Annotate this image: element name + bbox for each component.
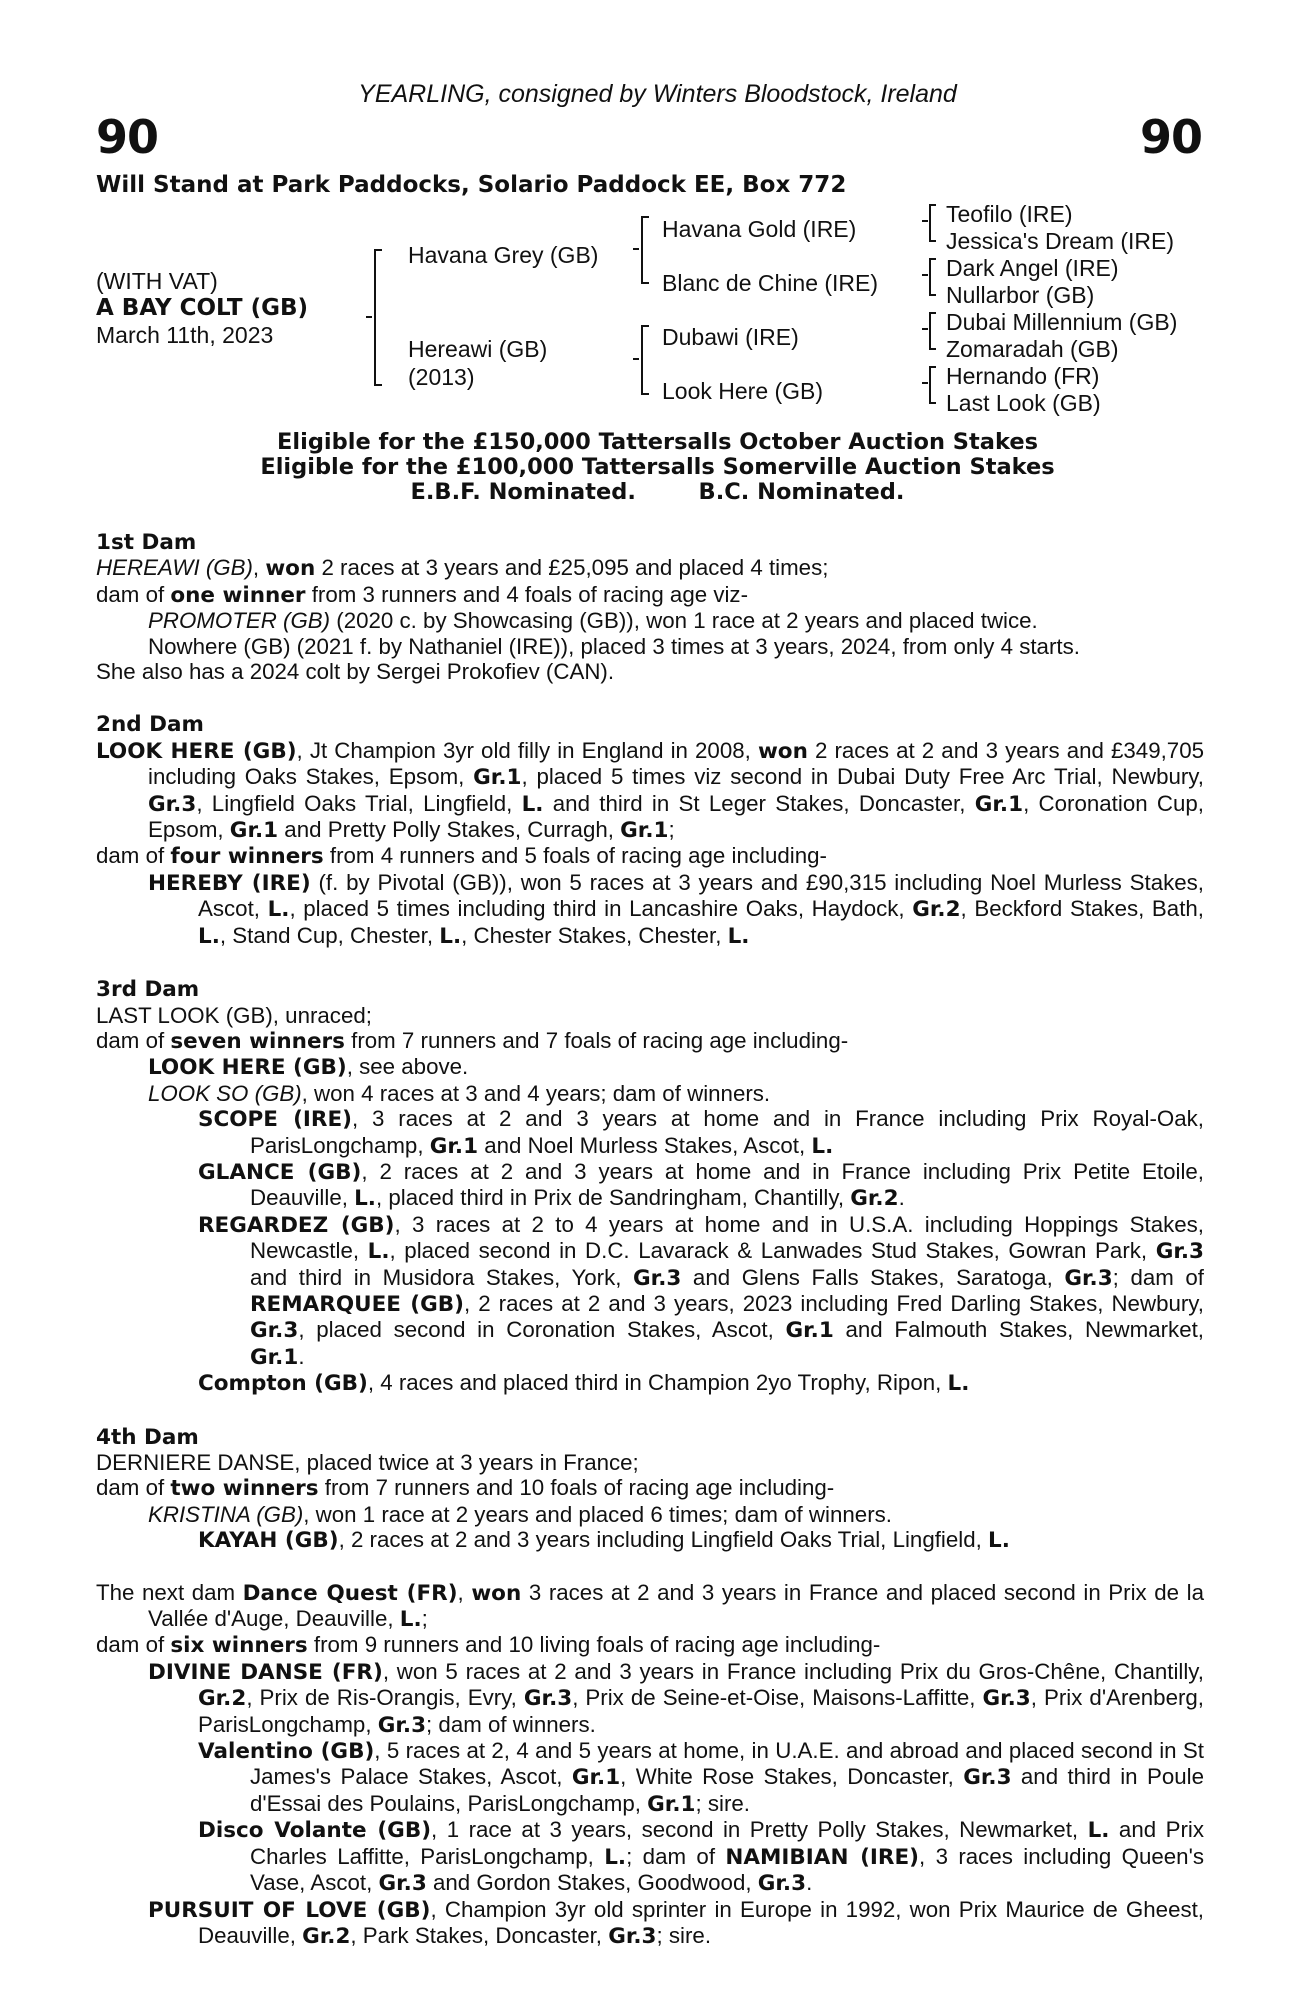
text: from 7 runners and 7 foals of racing age including-: [344, 1027, 849, 1053]
grade: Gr.2: [302, 1923, 351, 1949]
brace-main: [374, 249, 382, 386]
pedigree-sire-dam: Blanc de Chine (IRE): [662, 270, 879, 296]
brace-dd: [929, 366, 936, 404]
text-bold: won: [757, 738, 808, 764]
horse-name: LOOK HERE (GB): [96, 738, 297, 764]
grade: Gr.3: [523, 1686, 573, 1712]
text: dam of: [96, 843, 171, 869]
text: dam of: [96, 1027, 171, 1053]
grade: L.: [439, 923, 462, 949]
first-dam-produce: [96, 582, 1204, 608]
grade: L.: [1087, 1818, 1110, 1844]
lot-number-right: 90: [1139, 110, 1202, 164]
text: , 2 races at 2 and 3 years including Lingfield Oaks Trial, Lingfield,: [338, 1527, 989, 1553]
grade: Gr.1: [250, 1344, 299, 1370]
section-heading-second-dam: 2nd Dam: [96, 712, 204, 738]
next-dam-produce: [96, 1632, 1204, 1658]
brace-dd-point: [922, 382, 928, 384]
text: and Noel Murless Stakes, Ascot,: [478, 1132, 812, 1158]
catalogue-subtitle: YEARLING, consigned by Winters Bloodstock, Ireland: [358, 80, 957, 108]
text: , won 1 race at 2 years and placed 6 times; dam of winners.: [303, 1501, 892, 1527]
text: .: [298, 1343, 305, 1369]
pedigree-dam-year: (2013): [408, 364, 475, 390]
horse-name: LOOK SO (GB): [148, 1080, 302, 1106]
text: , White Rose Stakes, Doncaster,: [620, 1764, 964, 1790]
text: 2 races at 2 and 3 years and £349,705 including Oaks Stakes, Epsom,: [148, 737, 1204, 790]
horse-name: Valentino (GB): [198, 1739, 375, 1765]
grade: Gr.3: [1064, 1265, 1113, 1291]
grade: Gr.1: [429, 1133, 479, 1159]
text: , 3 races at 2 and 3 years at home and in France including Prix Royal-Oak, ParisLongchamp,: [250, 1106, 1204, 1158]
produce-entry: [96, 1106, 1204, 1159]
text: , placed second in D.C. Lavarack & Lanwades Stud Stakes, Gowran Park,: [389, 1238, 1156, 1264]
produce-entry: [96, 1738, 1204, 1817]
grade: Gr.3: [757, 1871, 807, 1897]
text: , placed 5 times viz second in Dubai Duty Free Arc Trial, Newbury,: [521, 764, 1204, 790]
grade: L.: [521, 791, 544, 817]
text: , Prix d'Arenberg, ParisLongchamp,: [198, 1685, 1204, 1737]
grade: Gr.1: [620, 818, 669, 844]
brace-ds: [929, 312, 936, 350]
text: 2 races at 3 years and £25,095 and placed 4 times;: [315, 555, 829, 581]
text: and third in Musidora Stakes, York,: [250, 1264, 634, 1290]
text-bold: one winner: [170, 582, 306, 608]
text: , 2 races at 2 and 3 years, 2023 including Fred Darling Stakes, Newbury,: [463, 1290, 1204, 1316]
grade: L.: [604, 1844, 627, 1870]
text: ;: [421, 1606, 428, 1632]
brace-ss-point: [922, 220, 928, 222]
horse-name: GLANCE (GB): [198, 1159, 362, 1185]
text: , Lingfield Oaks Trial, Lingfield,: [196, 790, 522, 816]
text: (f. by Pivotal (GB)), won 5 races at 3 years and £90,315 including Noel Murless Stakes, Ascot,: [198, 869, 1204, 922]
text: , Beckford Stakes, Bath,: [960, 896, 1204, 922]
brace-dam: [641, 325, 649, 395]
dam-name: HEREAWI (GB): [96, 555, 253, 581]
pedigree-dss: Dubai Millennium (GB): [946, 309, 1178, 335]
grade: L.: [399, 1607, 422, 1633]
grade: Gr.1: [647, 1791, 696, 1817]
text: ; dam of winners.: [426, 1711, 596, 1737]
eligibility-block: [0, 430, 1315, 505]
text: and Pretty Polly Stakes, Curragh,: [278, 817, 621, 843]
text: ; dam of: [1112, 1264, 1204, 1290]
text: and third in St Leger Stakes, Doncaster,: [543, 790, 975, 816]
text: dam of: [96, 1632, 171, 1658]
nominations: E.B.F. Nominated. B.C. Nominated.: [410, 479, 905, 505]
text: , 4 races and placed third in Champion 2yo Trophy, Ripon,: [367, 1370, 948, 1396]
pedigree-ssd: Jessica's Dream (IRE): [946, 228, 1175, 254]
horse-name: PROMOTER (GB): [148, 608, 331, 634]
eligibility-somerville: Eligible for the £100,000 Tattersalls Somerville Auction Stakes: [260, 454, 1055, 480]
text: ; sire.: [695, 1790, 750, 1816]
text-bold: won: [471, 1580, 522, 1606]
produce-entry: [96, 870, 1204, 949]
grade: L.: [988, 1528, 1010, 1554]
text-bold: two winners: [170, 1476, 319, 1502]
horse-name: KAYAH (GB): [198, 1528, 339, 1554]
text: ;: [668, 817, 675, 843]
grade: Gr.3: [250, 1318, 299, 1344]
first-dam-record: [96, 555, 1204, 581]
lot-number-left: 90: [96, 110, 159, 164]
brace-sd: [929, 258, 936, 296]
text: ,: [252, 555, 266, 581]
pedigree-sds: Dark Angel (IRE): [946, 255, 1119, 281]
produce-entry: [96, 1897, 1204, 1950]
text: , Champion 3yr old sprinter in Europe in 1992, won Prix Maurice de Gheest, Deauville,: [198, 1896, 1205, 1948]
brace-dam-point: [633, 358, 639, 360]
text: , Stand Cup, Chester,: [219, 922, 440, 948]
horse-name: NAMIBIAN (IRE): [725, 1844, 919, 1870]
text: , 2 races at 2 and 3 years at home and in France including Prix Petite Etoile, Deauville,: [250, 1158, 1204, 1211]
spacer: [96, 1554, 1204, 1580]
pedigree-dam-dam: Look Here (GB): [662, 378, 824, 404]
text: from 9 runners and 10 living foals of racing age including-: [307, 1632, 881, 1658]
text: , Chester Stakes, Chester,: [461, 922, 728, 948]
text: (2020 c. by Showcasing (GB)), won 1 race at 2 years and placed twice.: [330, 608, 1038, 634]
pedigree-dsd: Zomaradah (GB): [946, 336, 1119, 362]
grade: Gr.3: [963, 1765, 1012, 1791]
text: , Park Stakes, Doncaster,: [350, 1922, 609, 1948]
text-bold: six winners: [170, 1633, 308, 1659]
lot-info: [96, 268, 308, 349]
grade: Gr.2: [912, 897, 961, 923]
produce-entry: [96, 1659, 1204, 1738]
text: from 3 runners and 4 foals of racing age viz-: [305, 581, 748, 607]
second-dam-record: [96, 738, 1204, 844]
grade: Gr.2: [850, 1186, 899, 1212]
lot-title: A BAY COLT (GB): [96, 295, 309, 321]
grade: L.: [811, 1133, 834, 1159]
produce-entry: [96, 1159, 1204, 1212]
horse-name: SCOPE (IRE): [198, 1107, 353, 1133]
text: , 3 races at 2 to 4 years at home and in U.S.A. including Hoppings Stakes, Newcastle,: [250, 1211, 1204, 1264]
brace-ss: [929, 204, 936, 242]
horse-name: LOOK HERE (GB): [148, 1055, 347, 1081]
grade: Gr.1: [785, 1318, 834, 1344]
horse-name: PURSUIT OF LOVE (GB): [148, 1897, 431, 1923]
text: from 7 runners and 10 foals of racing age including-: [318, 1475, 835, 1501]
text: dam of: [96, 581, 171, 607]
grade: Gr.3: [982, 1686, 1031, 1712]
section-heading-fourth-dam: 4th Dam: [96, 1424, 199, 1450]
grade: Gr.1: [571, 1765, 621, 1791]
grade: L.: [947, 1371, 970, 1397]
horse-name: REGARDEZ (GB): [198, 1212, 395, 1238]
brace-sd-point: [922, 274, 928, 276]
grade: L.: [354, 1186, 376, 1212]
text: , placed second in Coronation Stakes, Ascot,: [298, 1317, 786, 1343]
grade: Gr.3: [633, 1265, 682, 1291]
third-dam-produce: [96, 1028, 1204, 1054]
text: from 4 runners and 5 foals of racing age including-: [323, 843, 827, 869]
pedigree-ddd: Last Look (GB): [946, 390, 1101, 416]
grade: Gr.3: [378, 1871, 427, 1897]
second-dam-produce: [96, 843, 1204, 869]
text: , Prix de Ris-Orangis, Evry,: [246, 1685, 524, 1711]
eligibility-october: Eligible for the £150,000 Tattersalls October Auction Stakes: [277, 429, 1038, 455]
text: dam of: [96, 1475, 171, 1501]
text: and Glens Falls Stakes, Saratoga,: [681, 1264, 1065, 1290]
third-dam-record: LAST LOOK (GB), unraced;: [96, 1002, 372, 1028]
next-dam-record: [96, 1580, 1204, 1633]
text: , placed 5 times including third in Lancashire Oaks, Haydock,: [289, 896, 913, 922]
grade: Gr.3: [608, 1923, 657, 1949]
catalogue-body: [96, 530, 1204, 1949]
text: 3 races at 2 and 3 years in France and placed second in Prix de la Vallée d'Auge, Deauville,: [148, 1579, 1205, 1632]
produce-entry: Nowhere (GB) (2021 f. by Nathaniel (IRE)), placed 3 times at 3 years, 2024, from only 4 starts.: [148, 633, 1080, 659]
horse-name: HEREBY (IRE): [148, 870, 311, 896]
text: ; dam of: [626, 1843, 726, 1869]
pedigree-sdd: Nullarbor (GB): [946, 282, 1095, 308]
produce-entry: [96, 1370, 1204, 1396]
pedigree-sss: Teofilo (IRE): [946, 201, 1073, 227]
grade: L.: [267, 897, 290, 923]
section-heading-first-dam: 1st Dam: [96, 530, 197, 555]
grade: L.: [727, 923, 750, 949]
produce-entry: [96, 1054, 1204, 1080]
grade: Gr.3: [148, 791, 197, 817]
text: , Coronation Cup, Epsom,: [148, 790, 1205, 843]
produce-entry: [96, 1502, 1204, 1527]
text-bold: won: [265, 556, 316, 582]
vat-note: (WITH VAT): [96, 268, 218, 294]
grade: L.: [198, 923, 220, 949]
text: and Gordon Stakes, Goodwood,: [426, 1870, 758, 1896]
horse-name: Dance Quest (FR): [242, 1580, 458, 1606]
text: and Falmouth Stakes, Newmarket,: [833, 1317, 1204, 1343]
text: , 1 race at 3 years, second in Pretty Polly Stakes, Newmarket,: [431, 1817, 1088, 1843]
text: , see above.: [346, 1054, 469, 1080]
grade: Gr.3: [1155, 1239, 1204, 1265]
grade: L.: [367, 1239, 390, 1265]
text: , 3 races including Queen's Vase, Ascot,: [250, 1843, 1204, 1896]
foaling-date: March 11th, 2023: [96, 322, 274, 348]
fourth-dam-produce: [96, 1475, 1204, 1501]
grade: Gr.1: [229, 818, 279, 844]
produce-entry: [96, 1081, 1204, 1106]
text: The next dam: [96, 1579, 243, 1605]
produce-entry: [96, 608, 1204, 633]
horse-name: KRISTINA (GB): [148, 1501, 304, 1527]
horse-name: Disco Volante (GB): [198, 1818, 432, 1844]
produce-entry: [96, 1212, 1204, 1370]
pedigree-sire: Havana Grey (GB): [408, 242, 599, 268]
produce-entry: [96, 1817, 1204, 1896]
text: and third in Poule d'Essai des Poulains, ParisLongchamp,: [250, 1764, 1204, 1816]
text: ,: [457, 1579, 472, 1605]
produce-entry: [96, 1527, 1204, 1553]
text: , placed third in Prix de Sandringham, Chantilly,: [375, 1185, 851, 1211]
section-heading-third-dam: 3rd Dam: [96, 977, 200, 1003]
horse-name: DIVINE DANSE (FR): [148, 1659, 383, 1685]
brace-ds-point: [922, 328, 928, 330]
text: , Prix de Seine-et-Oise, Maisons-Laffitte,: [572, 1685, 983, 1711]
grade: Gr.2: [198, 1686, 247, 1712]
brace-sire-point: [633, 248, 639, 250]
horse-name: REMARQUEE (GB): [250, 1291, 464, 1317]
note-line: She also has a 2024 colt by Sergei Prokofiev (CAN).: [96, 659, 615, 685]
text: , won 4 races at 3 and 4 years; dam of winners.: [301, 1080, 771, 1106]
text: , 5 races at 2, 4 and 5 years at home, in U.A.E. and abroad and placed second in St James's Palace Stakes, Ascot,: [250, 1738, 1204, 1790]
stand-location: Will Stand at Park Paddocks, Solario Paddock EE, Box 772: [96, 172, 847, 198]
grade: Gr.1: [974, 791, 1024, 817]
pedigree-dds: Hernando (FR): [946, 363, 1100, 389]
horse-name: Compton (GB): [198, 1371, 368, 1397]
grade: Gr.1: [473, 765, 522, 791]
pedigree-dam: Hereawi (GB): [408, 336, 548, 362]
text: , Jt Champion 3yr old filly in England in 2008,: [296, 737, 758, 763]
text-bold: four winners: [170, 844, 324, 870]
text: .: [806, 1870, 813, 1896]
text: and Prix Charles Laffitte, ParisLongchamp,: [250, 1817, 1204, 1869]
grade: Gr.3: [377, 1712, 427, 1738]
pedigree-dam-sire: Dubawi (IRE): [662, 324, 799, 350]
brace-main-point: [366, 316, 372, 318]
text: , won 5 races at 2 and 3 years in France including Prix du Gros-Chêne, Chantilly,: [382, 1658, 1204, 1684]
text-bold: seven winners: [170, 1028, 345, 1054]
fourth-dam-record: DERNIERE DANSE, placed twice at 3 years in France;: [96, 1450, 639, 1475]
text: .: [898, 1185, 905, 1211]
text: ; sire.: [656, 1922, 712, 1948]
pedigree-sire-sire: Havana Gold (IRE): [662, 216, 857, 242]
brace-sire: [641, 216, 649, 284]
